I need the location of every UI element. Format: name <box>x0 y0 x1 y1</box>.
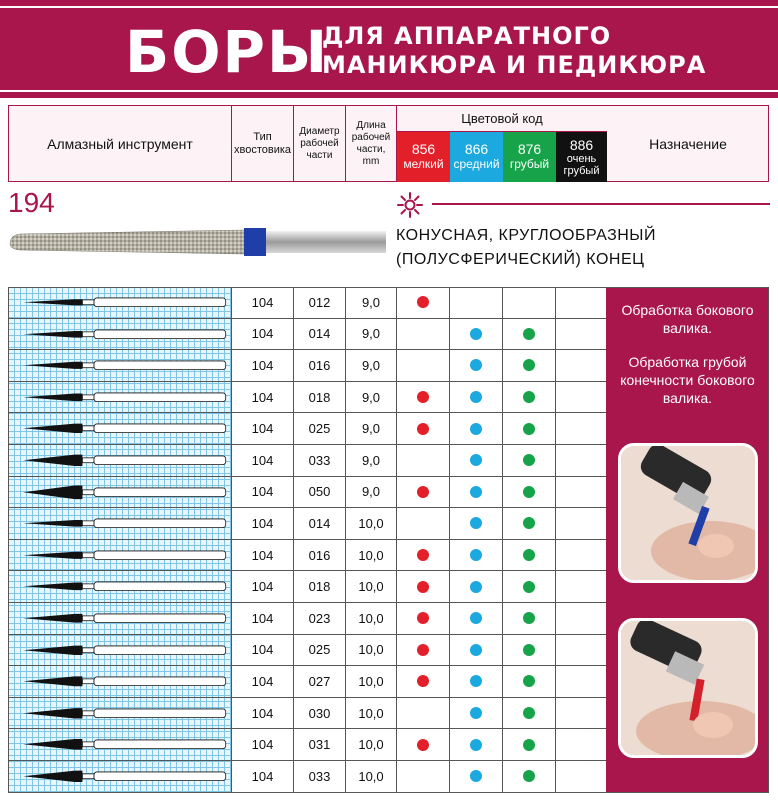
tool-drawing <box>18 477 233 508</box>
color-code-856: 856 <box>411 141 436 157</box>
color-box-886 <box>556 132 607 182</box>
diameter-cell: 023 <box>293 603 345 634</box>
tool-drawing <box>18 729 233 760</box>
banner-subtitle-line2: МАНИКЮРА И ПЕДИКЮРА <box>322 51 707 79</box>
tool-drawing <box>18 761 233 792</box>
green-dot <box>523 486 535 498</box>
color-866-cell <box>449 287 502 318</box>
table-row <box>8 698 608 730</box>
color-876-cell <box>502 445 555 476</box>
header-shank: Тип хвостовика <box>232 106 294 181</box>
tool-drawing <box>18 635 233 666</box>
color-box-856 <box>397 132 450 182</box>
tool-drawing <box>18 350 233 381</box>
table-row <box>8 287 608 319</box>
length-cell: 10,0 <box>345 540 396 571</box>
color-box-876 <box>503 132 556 182</box>
table-row <box>8 635 608 667</box>
color-label-856: мелкий <box>403 157 444 171</box>
color-876-cell <box>502 761 555 792</box>
color-856-cell <box>396 287 449 318</box>
product-desc-line1: КОНУСНАЯ, КРУГЛООБРАЗНЫЙ <box>396 227 656 244</box>
blue-dot <box>470 549 482 561</box>
red-dot <box>417 739 429 751</box>
length-cell: 10,0 <box>345 571 396 602</box>
flower-icon <box>397 192 423 218</box>
purpose-text-2: Обработка грубой конечности бокового валика. <box>620 354 755 406</box>
tool-drawing <box>18 603 233 634</box>
banner-subtitle-line1: ДЛЯ АППАРАТНОГО <box>322 22 612 50</box>
color-856-cell <box>396 413 449 444</box>
tool-drawing <box>18 540 233 571</box>
tool-drawing <box>18 666 233 697</box>
color-886-cell <box>555 382 606 413</box>
diameter-cell: 031 <box>293 729 345 760</box>
color-876-cell <box>502 698 555 729</box>
red-dot <box>417 675 429 687</box>
green-dot <box>523 739 535 751</box>
color-886-cell <box>555 319 606 350</box>
color-886-cell <box>555 413 606 444</box>
shank-cell: 104 <box>231 540 293 571</box>
green-dot <box>523 391 535 403</box>
red-dot <box>417 486 429 498</box>
green-dot <box>523 359 535 371</box>
blue-dot <box>470 359 482 371</box>
diameter-cell: 030 <box>293 698 345 729</box>
color-856-cell <box>396 729 449 760</box>
green-dot <box>523 517 535 529</box>
diameter-cell: 014 <box>293 508 345 539</box>
length-cell: 10,0 <box>345 761 396 792</box>
manicure-photo-1 <box>618 443 758 583</box>
color-856-cell <box>396 635 449 666</box>
color-866-cell <box>449 319 502 350</box>
diameter-cell: 027 <box>293 666 345 697</box>
table-row <box>8 603 608 635</box>
color-876-cell <box>502 603 555 634</box>
color-886-cell <box>555 603 606 634</box>
shank-cell: 104 <box>231 287 293 318</box>
color-886-cell <box>555 698 606 729</box>
color-876-cell <box>502 413 555 444</box>
shank-cell: 104 <box>231 761 293 792</box>
length-cell: 9,0 <box>345 350 396 381</box>
table-row <box>8 477 608 509</box>
red-dot <box>417 581 429 593</box>
tool-drawing <box>18 382 233 413</box>
color-866-cell <box>449 350 502 381</box>
table-row <box>8 350 608 382</box>
color-866-cell <box>449 413 502 444</box>
color-label-876: грубый <box>509 157 550 171</box>
blue-dot <box>470 707 482 719</box>
length-cell: 10,0 <box>345 508 396 539</box>
banner-subtitle <box>322 22 706 80</box>
color-876-cell <box>502 635 555 666</box>
blue-dot <box>470 454 482 466</box>
length-cell: 9,0 <box>345 477 396 508</box>
red-dot <box>417 549 429 561</box>
shank-cell: 104 <box>231 508 293 539</box>
shank-cell: 104 <box>231 571 293 602</box>
blue-dot <box>470 739 482 751</box>
blue-dot <box>470 423 482 435</box>
length-cell: 10,0 <box>345 603 396 634</box>
color-856-cell <box>396 350 449 381</box>
color-876-cell <box>502 350 555 381</box>
diameter-cell: 012 <box>293 287 345 318</box>
color-886-cell <box>555 666 606 697</box>
color-886-cell <box>555 445 606 476</box>
table-row <box>8 666 608 698</box>
color-856-cell <box>396 698 449 729</box>
color-886-cell <box>555 508 606 539</box>
blue-dot <box>470 328 482 340</box>
blue-dot <box>470 770 482 782</box>
shank-cell: 104 <box>231 445 293 476</box>
header-diameter: Диаметр рабочей части <box>294 106 346 181</box>
green-dot <box>523 675 535 687</box>
diameter-cell: 016 <box>293 350 345 381</box>
blue-dot <box>470 517 482 529</box>
color-886-cell <box>555 571 606 602</box>
color-886-cell <box>555 287 606 318</box>
diameter-cell: 018 <box>293 382 345 413</box>
color-code-876: 876 <box>517 141 542 157</box>
shank-cell: 104 <box>231 413 293 444</box>
length-cell: 10,0 <box>345 729 396 760</box>
color-886-cell <box>555 761 606 792</box>
green-dot <box>523 581 535 593</box>
color-876-cell <box>502 540 555 571</box>
color-866-cell <box>449 508 502 539</box>
shank-cell: 104 <box>231 319 293 350</box>
color-code-886: 886 <box>569 136 594 153</box>
red-dot <box>417 644 429 656</box>
color-856-cell <box>396 540 449 571</box>
diameter-cell: 014 <box>293 319 345 350</box>
color-876-cell <box>502 508 555 539</box>
length-cell: 9,0 <box>345 287 396 318</box>
green-dot <box>523 707 535 719</box>
tool-drawing <box>18 698 233 729</box>
color-886-cell <box>555 350 606 381</box>
color-856-cell <box>396 477 449 508</box>
diameter-cell: 018 <box>293 571 345 602</box>
shank-cell: 104 <box>231 603 293 634</box>
color-876-cell <box>502 477 555 508</box>
banner-title: БОРЫ <box>125 18 330 86</box>
table-row <box>8 413 608 445</box>
blue-dot <box>470 486 482 498</box>
color-876-cell <box>502 571 555 602</box>
banner-top-line <box>0 6 778 8</box>
header-purpose: Назначение <box>649 135 727 152</box>
blue-dot <box>470 391 482 403</box>
diameter-cell: 016 <box>293 540 345 571</box>
length-cell: 9,0 <box>345 413 396 444</box>
header-color-code: Цветовой код <box>397 106 607 132</box>
length-cell: 9,0 <box>345 445 396 476</box>
color-866-cell <box>449 382 502 413</box>
color-856-cell <box>396 382 449 413</box>
color-box-866 <box>450 132 503 182</box>
green-dot <box>523 454 535 466</box>
color-856-cell <box>396 761 449 792</box>
table-row <box>8 319 608 351</box>
product-number: 194 <box>8 187 55 218</box>
diameter-cell: 025 <box>293 413 345 444</box>
green-dot <box>523 328 535 340</box>
shank-cell: 104 <box>231 666 293 697</box>
product-description <box>396 224 656 272</box>
color-856-cell <box>396 603 449 634</box>
color-876-cell <box>502 382 555 413</box>
tool-drawing <box>18 287 233 318</box>
length-cell: 9,0 <box>345 319 396 350</box>
color-876-cell <box>502 287 555 318</box>
color-866-cell <box>449 698 502 729</box>
color-866-cell <box>449 729 502 760</box>
product-desc-line2: (ПОЛУСФЕРИЧЕСКИЙ) КОНЕЦ <box>396 251 645 268</box>
table-row <box>8 382 608 414</box>
color-866-cell <box>449 761 502 792</box>
color-886-cell <box>555 540 606 571</box>
bur-image <box>6 222 386 262</box>
color-886-cell <box>555 635 606 666</box>
blue-dot <box>470 644 482 656</box>
length-cell: 9,0 <box>345 382 396 413</box>
green-dot <box>523 549 535 561</box>
color-866-cell <box>449 540 502 571</box>
table-row <box>8 571 608 603</box>
length-cell: 10,0 <box>345 698 396 729</box>
color-866-cell <box>449 666 502 697</box>
table-header <box>8 105 769 182</box>
purpose-text <box>614 301 761 407</box>
shank-cell: 104 <box>231 729 293 760</box>
red-dot <box>417 391 429 403</box>
color-866-cell <box>449 603 502 634</box>
color-label-866: средний <box>453 157 500 171</box>
shank-cell: 104 <box>231 477 293 508</box>
color-856-cell <box>396 508 449 539</box>
header-banner <box>0 0 778 98</box>
color-856-cell <box>396 445 449 476</box>
color-856-cell <box>396 571 449 602</box>
green-dot <box>523 770 535 782</box>
color-886-cell <box>555 477 606 508</box>
tool-drawing <box>18 571 233 602</box>
color-886-cell <box>555 729 606 760</box>
color-876-cell <box>502 666 555 697</box>
manicure-photo-2 <box>618 618 758 758</box>
header-tool: Алмазный инструмент <box>9 106 232 181</box>
red-dot <box>417 423 429 435</box>
table-row <box>8 508 608 540</box>
shank-cell: 104 <box>231 698 293 729</box>
table-row <box>8 540 608 572</box>
tool-drawing <box>18 319 233 350</box>
table-row <box>8 761 608 793</box>
red-dot <box>417 296 429 308</box>
diameter-cell: 033 <box>293 445 345 476</box>
purpose-text-1: Обработка бокового валика. <box>621 302 754 336</box>
tool-drawing <box>18 508 233 539</box>
length-cell: 10,0 <box>345 635 396 666</box>
shank-cell: 104 <box>231 350 293 381</box>
color-label-886: очень грубый <box>563 152 600 177</box>
purpose-panel <box>606 287 769 793</box>
blue-dot <box>470 675 482 687</box>
table-row <box>8 445 608 477</box>
green-dot <box>523 612 535 624</box>
blue-dot <box>470 581 482 593</box>
shank-cell: 104 <box>231 635 293 666</box>
color-866-cell <box>449 571 502 602</box>
color-866-cell <box>449 635 502 666</box>
header-length: Длина рабочей части, mm <box>346 106 397 181</box>
length-cell: 10,0 <box>345 666 396 697</box>
diameter-cell: 033 <box>293 761 345 792</box>
shank-cell: 104 <box>231 382 293 413</box>
color-866-cell <box>449 477 502 508</box>
product-divider <box>432 203 770 205</box>
color-856-cell <box>396 319 449 350</box>
banner-bottom-line <box>0 90 778 92</box>
diameter-cell: 050 <box>293 477 345 508</box>
color-code-866: 866 <box>464 141 489 157</box>
tool-drawing <box>18 413 233 444</box>
table-row <box>8 729 608 761</box>
color-856-cell <box>396 666 449 697</box>
color-866-cell <box>449 445 502 476</box>
green-dot <box>523 423 535 435</box>
tool-drawing <box>18 445 233 476</box>
color-876-cell <box>502 729 555 760</box>
green-dot <box>523 644 535 656</box>
diameter-cell: 025 <box>293 635 345 666</box>
red-dot <box>417 612 429 624</box>
color-876-cell <box>502 319 555 350</box>
blue-dot <box>470 612 482 624</box>
